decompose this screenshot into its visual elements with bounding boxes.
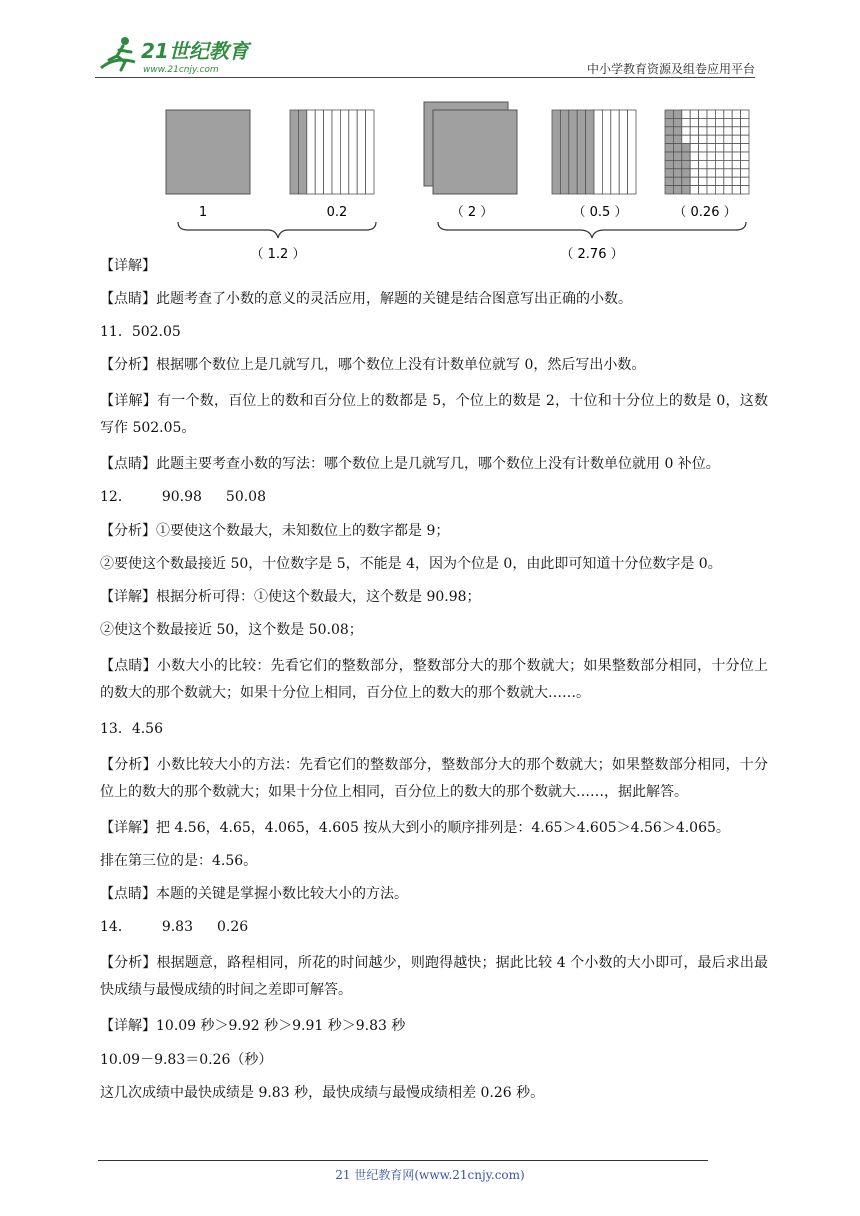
logo-text: 21世纪教育 <box>141 39 249 63</box>
label-0.5: （ 0.5 ） <box>572 205 628 220</box>
q11-answer: 11．502.05 <box>100 324 181 341</box>
line: 【点睛】小数大小的比较：先看它们的整数部分，整数部分大的那个数就大；如果整数部分相同，十分位上的数大的那个数就大；如果十分位上相同，百分位上的数大的那个数就大……。 <box>100 657 768 701</box>
line: 【分析】根据题意，路程相同，所花的时间越少，则跑得越快；据此比较 4 个小数的大小即可，最后求出最快成绩与最慢成绩的时间之差即可解答。 <box>100 955 768 999</box>
line: 【详解】 <box>100 258 156 274</box>
q13-answer: 13．4.56 <box>100 720 163 737</box>
answer-content <box>100 256 768 1116</box>
logo-url: www.21cnjy.com <box>143 65 219 75</box>
q14-answer: 14． 9.83 0.26 <box>100 919 249 936</box>
brace-left-label: （ 1.2 ） <box>250 247 306 262</box>
line: 【分析】小数比较大小的方法：先看它们的整数部分，整数部分大的那个数就大；如果整数部分相同，十分位上的数大的那个数就大；如果十分位上相同，百分位上的数大的那个数就大……，据此解答。 <box>100 757 768 801</box>
decimal-figure <box>160 98 760 270</box>
label-0.2: 0.2 <box>326 205 348 220</box>
label-0.26: （ 0.26 ） <box>673 205 737 220</box>
line: ②要使这个数最接近 50，十位数字是 5，不能是 4，因为个位是 0，由此即可知道十分位数字是 0。 <box>100 555 722 572</box>
line: 【分析】①要使这个数最大，未知数位上的数字都是 9； <box>100 522 450 539</box>
platform-title: 中小学教育资源及组卷应用平台 <box>586 62 755 76</box>
brace-right <box>438 222 746 238</box>
header-divider <box>95 77 755 78</box>
site-logo <box>95 32 265 76</box>
line: 【点睛】此题主要考查小数的写法：哪个数位上是几就写几，哪个数位上没有计数单位就用 0 补位。 <box>100 456 720 473</box>
line: 【详解】10.09 秒＞9.92 秒＞9.91 秒＞9.83 秒 <box>100 1018 406 1035</box>
line: 10.09－9.83＝0.26（秒） <box>100 1051 273 1068</box>
line: 【点睛】此题考查了小数的意义的灵活应用，解题的关键是结合图意写出正确的小数。 <box>100 291 632 308</box>
unit-square-2 <box>424 102 517 194</box>
label-2: （ 2 ） <box>450 205 494 220</box>
brace-right-label: （ 2.76 ） <box>560 247 624 262</box>
q12-answer: 12． 90.98 50.08 <box>100 489 267 506</box>
line: 【详解】根据分析可得：①使这个数最大，这个数是 90.98； <box>100 588 481 605</box>
footer-text: 21 世纪教育网(www.21cnjy.com) <box>335 1168 525 1182</box>
tenths-strip-05 <box>552 110 636 194</box>
line: 这几次成绩中最快成绩是 9.83 秒，最快成绩与最慢成绩相差 0.26 秒。 <box>100 1084 545 1101</box>
hundredths-grid-026 <box>665 110 749 194</box>
tenths-strip-02 <box>290 110 374 194</box>
brace-left <box>178 222 376 238</box>
line: 【详解】有一个数，百位上的数和百分位上的数都是 5，个位上的数是 2，十位和十分位上的数是 0，这数写作 502.05。 <box>100 393 768 437</box>
label-1: 1 <box>198 205 208 220</box>
line: 排在第三位的是：4.56。 <box>100 853 258 870</box>
line: 【点睛】本题的关键是掌握小数比较大小的方法。 <box>100 886 408 903</box>
page-header <box>95 30 755 80</box>
line: 【分析】根据哪个数位上是几就写几，哪个数位上没有计数单位就写 0，然后写出小数。 <box>100 357 646 374</box>
line: 【详解】把 4.56，4.65，4.065，4.605 按从大到小的顺序排列是：4.65＞4.605＞4.56＞4.065。 <box>100 820 730 837</box>
footer-divider <box>98 1160 708 1161</box>
line: ②使这个数最接近 50，这个数是 50.08； <box>100 621 363 638</box>
unit-square-1 <box>166 110 250 194</box>
